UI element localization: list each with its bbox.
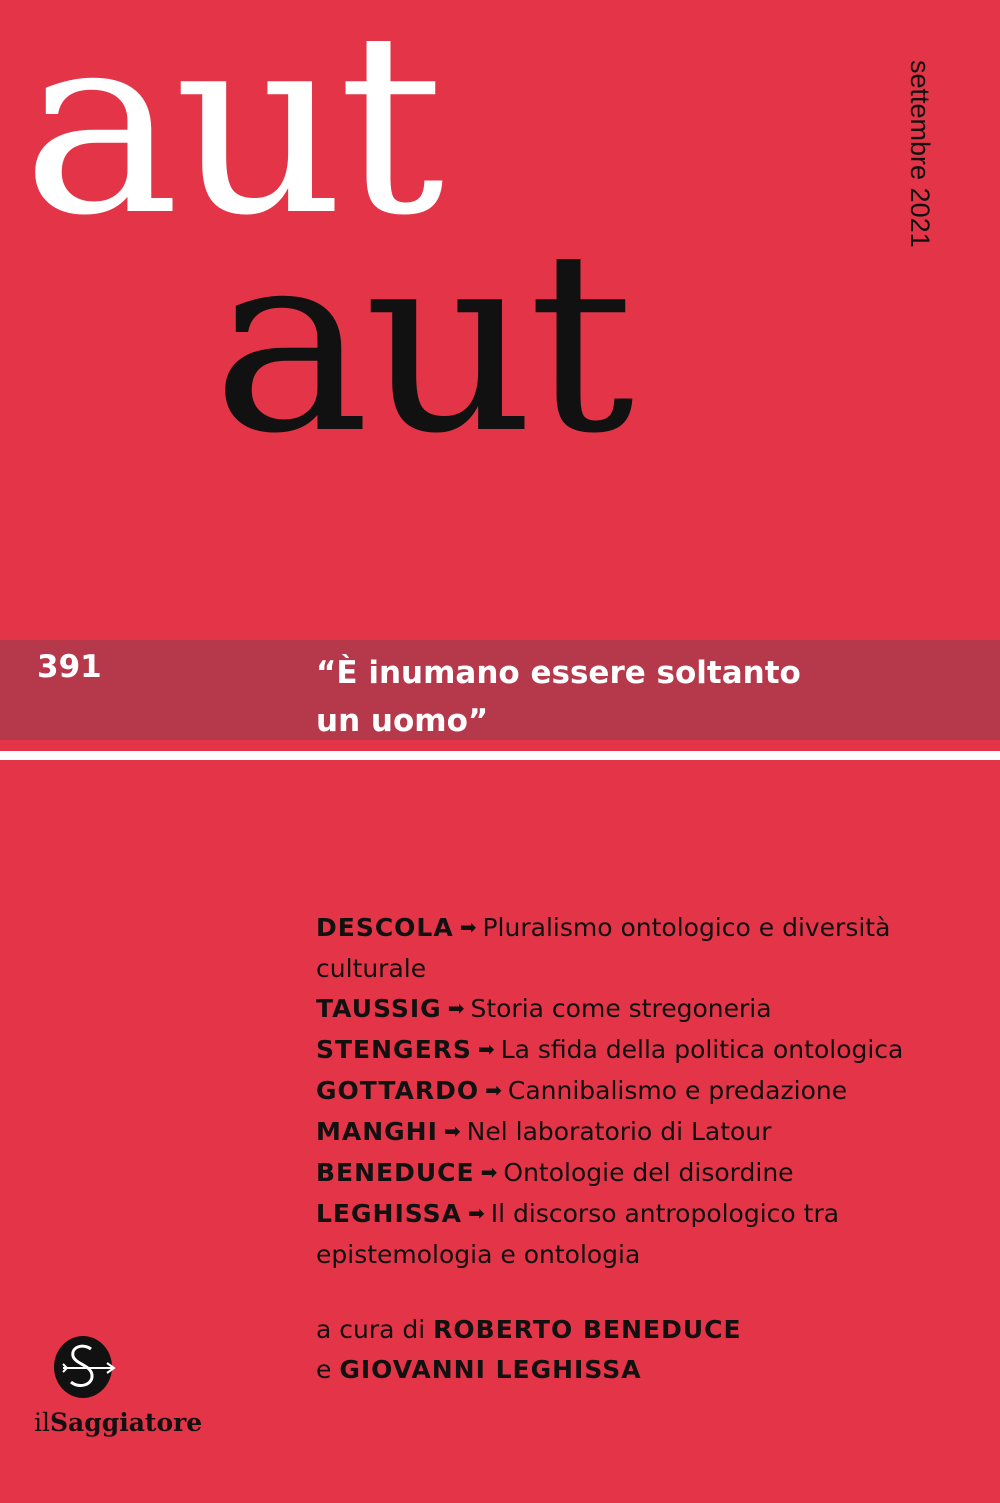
toc-title: Il discorso antropologico tra epistemologia e ontologia bbox=[316, 1199, 840, 1269]
toc-title: La sfida della politica ontologica bbox=[500, 1035, 904, 1064]
editor-name-1: ROBERTO BENEDUCE bbox=[433, 1315, 742, 1344]
toc-item bbox=[316, 1153, 956, 1194]
toc-title: Pluralismo ontologico e diversità culturale bbox=[316, 913, 891, 983]
editors-prefix: a cura di bbox=[316, 1315, 426, 1344]
toc-author: BENEDUCE bbox=[316, 1158, 475, 1187]
editors-line-2 bbox=[316, 1350, 956, 1390]
editor-name-2: GIOVANNI LEGHISSA bbox=[339, 1355, 642, 1384]
toc-item bbox=[316, 1112, 956, 1153]
issue-title-line-1: “È inumano essere soltanto bbox=[316, 655, 801, 691]
toc-title: Ontologie del disordine bbox=[503, 1158, 794, 1187]
editors bbox=[316, 1310, 956, 1390]
arrow-right-icon: ➡ bbox=[459, 915, 477, 939]
toc-author: DESCOLA bbox=[316, 913, 454, 942]
toc-item bbox=[316, 1030, 956, 1071]
toc-item bbox=[316, 989, 956, 1030]
publisher-prefix: il bbox=[34, 1408, 50, 1437]
saggiatore-s-arrow-icon bbox=[53, 1335, 117, 1399]
masthead-top: aut bbox=[22, 0, 439, 270]
toc-author: STENGERS bbox=[316, 1035, 472, 1064]
toc-title: Storia come stregoneria bbox=[470, 994, 772, 1023]
toc-title: Cannibalismo e predazione bbox=[507, 1076, 848, 1105]
publisher-name bbox=[34, 1408, 202, 1437]
masthead-bottom: aut bbox=[212, 197, 629, 488]
editors-conjunction: e bbox=[316, 1355, 332, 1384]
toc-item bbox=[316, 1071, 956, 1112]
toc-title: Nel laboratorio di Latour bbox=[466, 1117, 772, 1146]
arrow-right-icon: ➡ bbox=[447, 996, 465, 1020]
divider-line bbox=[0, 751, 1000, 760]
issue-title bbox=[316, 649, 936, 745]
arrow-right-icon: ➡ bbox=[468, 1201, 485, 1225]
toc-author: GOTTARDO bbox=[316, 1076, 480, 1105]
toc-author: MANGHI bbox=[316, 1117, 438, 1146]
editors-line-1 bbox=[316, 1310, 956, 1350]
arrow-right-icon: ➡ bbox=[477, 1037, 495, 1061]
issue-date: settembre 2021 bbox=[905, 60, 935, 248]
arrow-right-icon: ➡ bbox=[443, 1119, 461, 1143]
toc-author: LEGHISSA bbox=[316, 1199, 462, 1228]
issue-number: 391 bbox=[37, 649, 102, 685]
issue-title-line-2: un uomo” bbox=[316, 703, 489, 739]
arrow-right-icon: ➡ bbox=[480, 1160, 498, 1184]
toc-item bbox=[316, 908, 956, 989]
table-of-contents bbox=[316, 908, 956, 1275]
arrow-right-icon: ➡ bbox=[485, 1078, 502, 1102]
toc-item bbox=[316, 1194, 956, 1275]
toc-author: TAUSSIG bbox=[316, 994, 442, 1023]
publisher-main: Saggiatore bbox=[50, 1408, 203, 1437]
